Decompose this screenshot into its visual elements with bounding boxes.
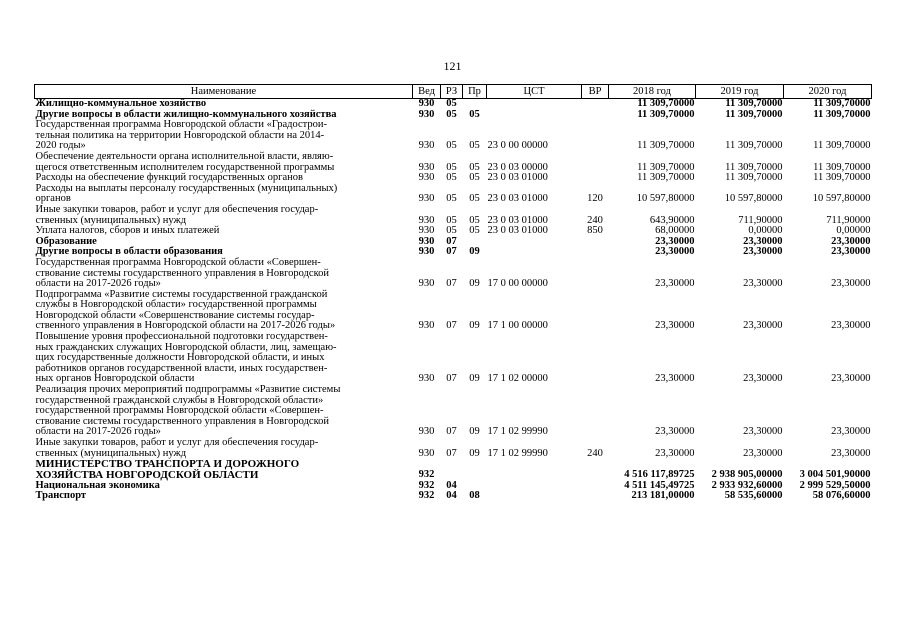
cell-ved: 932 (418, 479, 435, 491)
cell-pr (463, 99, 487, 110)
cell-2020: 23,30000 (831, 447, 871, 459)
cell-cst: 23 0 03 00000 (487, 161, 548, 173)
cell-rz: 07 (446, 320, 457, 332)
cell-pr: 09 (469, 278, 480, 290)
cell-2018: 23,30000 (655, 373, 695, 385)
cell-rz: 05 (446, 214, 457, 226)
cell-pr: 05 (469, 161, 480, 173)
cell-name-line: Иные закупки товаров, работ и услуг для обеспечения государ- (35, 203, 319, 215)
cell-ved: 930 (418, 225, 435, 237)
table-row (35, 258, 872, 290)
cell-cst: 23 0 03 01000 (487, 172, 548, 184)
cell-2020: 10 597,80000 (812, 193, 871, 205)
cell-name (35, 290, 413, 332)
cell-name-line: Другие вопросы в области образования (35, 246, 223, 258)
cell-name (35, 152, 413, 173)
cell-vr (582, 110, 609, 121)
cell-pr: 05 (469, 225, 480, 237)
cell-vr: 240 (587, 214, 603, 226)
cell-ved: 930 (418, 246, 435, 258)
cell-vr (582, 152, 609, 173)
cell-2018: 11 309,70000 (637, 140, 695, 152)
cell-ved: 930 (418, 140, 435, 152)
cell-cst: 17 1 02 99990 (487, 447, 548, 459)
cell-name-line: ствование системы государственного управления в Новгородской (35, 267, 330, 279)
cell-ved: 930 (418, 161, 435, 173)
table-row (35, 332, 872, 385)
cell-2018: 213 181,00000 (631, 490, 695, 502)
cell-name-line: Новгородской области «Совершенствование системы государ- (35, 309, 315, 321)
cell-2019: 23,30000 (743, 426, 783, 438)
cell-ved: 930 (418, 278, 435, 290)
cell-name-line: ственных (муниципальных) нужд (35, 447, 187, 459)
cell-2020: 58 076,60000 (812, 490, 871, 502)
cell-vr (582, 99, 609, 110)
page-number: 121 (443, 59, 462, 73)
table-body (35, 99, 872, 502)
cell-rz: 05 (446, 98, 457, 109)
cell-name (35, 120, 413, 152)
cell-ved: 932 (418, 469, 435, 481)
cell-vr (582, 290, 609, 332)
cell-2020: 23,30000 (831, 278, 871, 290)
cell-rz: 07 (446, 447, 457, 459)
cell-name-line: Реализация прочих мероприятий подпрограммы «Развитие системы (35, 384, 341, 396)
cell-2020: 3 004 501,90000 (799, 469, 871, 481)
cell-2019: 23,30000 (743, 447, 783, 459)
cell-name (35, 491, 413, 502)
header-ved: Вед (413, 85, 441, 99)
cell-name-line: ствование системы государственного управления в Новгородской (35, 415, 330, 427)
header-name: Наименование (35, 85, 413, 99)
cell-rz (441, 459, 463, 481)
cell-2018: 11 309,70000 (637, 161, 695, 173)
cell-name-line: щих государственные должности Новгородской области, и иных (35, 352, 325, 364)
table-row (35, 152, 872, 173)
cell-ved: 930 (418, 447, 435, 459)
cell-name-line: Государственная программа Новгородской области «Градострои- (35, 119, 328, 131)
cell-pr: 05 (469, 108, 480, 120)
cell-name-line: государственной гражданской службы в Новгородской области» (35, 394, 324, 406)
cell-name-line: Другие вопросы в области жилищно-коммунального хозяйства (35, 108, 337, 120)
cell-2020: 711,90000 (826, 214, 871, 226)
cell-rz: 04 (446, 479, 457, 491)
cell-name-line: Национальная экономика (35, 479, 160, 491)
cell-cst (487, 459, 582, 481)
cell-name-line: Транспорт (35, 490, 87, 502)
cell-rz: 07 (446, 246, 457, 258)
cell-cst: 23 0 03 01000 (487, 214, 548, 226)
cell-rz: 07 (446, 426, 457, 438)
cell-cst: 17 1 02 99990 (487, 426, 548, 438)
cell-2018: 11 309,70000 (637, 98, 695, 109)
cell-name-line: государственной программы Новгородской области «Совершен- (35, 405, 324, 417)
cell-name (35, 459, 413, 481)
cell-rz: 07 (446, 278, 457, 290)
cell-2019: 2 933 932,60000 (711, 479, 783, 491)
cell-2018: 23,30000 (655, 246, 695, 258)
cell-2018: 23,30000 (655, 235, 695, 247)
cell-pr: 09 (469, 320, 480, 332)
cell-cst: 23 0 00 00000 (487, 140, 548, 152)
cell-2018: 68,00000 (655, 225, 695, 237)
cell-pr: 09 (469, 373, 480, 385)
cell-name (35, 481, 413, 492)
table-row (35, 290, 872, 332)
table-row (35, 99, 872, 110)
cell-2019: 23,30000 (743, 246, 783, 258)
cell-2018: 23,30000 (655, 320, 695, 332)
cell-ved: 930 (418, 235, 435, 247)
cell-name (35, 258, 413, 290)
table-row (35, 491, 872, 502)
cell-2019: 11 309,70000 (725, 161, 783, 173)
cell-name-line: Иные закупки товаров, работ и услуг для обеспечения государ- (35, 437, 319, 448)
cell-cst (487, 481, 582, 492)
table-row (35, 438, 872, 459)
header-pr: Пр (463, 85, 487, 99)
cell-rz: 05 (446, 140, 457, 152)
cell-ved: 930 (418, 172, 435, 184)
cell-name-line: МИНИСТЕРСТВО ТРАНСПОРТА И ДОРОЖНОГО (35, 458, 300, 471)
header-2019: 2019 год (696, 85, 784, 99)
cell-2018: 643,90000 (649, 214, 695, 226)
cell-name-line: ных органов Новгородской области (35, 373, 195, 385)
cell-2020: 23,30000 (831, 426, 871, 438)
cell-2020: 2 999 529,50000 (799, 479, 871, 491)
cell-pr: 05 (469, 172, 480, 184)
cell-2020: 23,30000 (831, 235, 871, 247)
cell-name (35, 99, 413, 110)
table-header-row (35, 85, 872, 99)
cell-2018: 23,30000 (655, 447, 695, 459)
cell-2020: 23,30000 (831, 246, 871, 258)
cell-name-line: ных гражданских служащих Новгородской области, лиц, замещаю- (35, 341, 337, 353)
cell-name-line: области на 2017-2026 годы» (35, 278, 161, 290)
cell-rz: 05 (446, 108, 457, 120)
cell-name-line: Уплата налогов, сборов и иных платежей (35, 225, 220, 237)
cell-pr: 09 (469, 246, 480, 258)
cell-2019: 23,30000 (743, 320, 783, 332)
cell-name-line: Расходы на выплаты персоналу государственных (муниципальных) (35, 182, 338, 194)
cell-name-line: службы в Новгородской области» государственной программы (35, 299, 317, 311)
cell-2020: 11 309,70000 (813, 161, 871, 173)
cell-ved: 930 (418, 108, 435, 120)
cell-rz: 04 (446, 490, 457, 502)
cell-2018: 11 309,70000 (637, 108, 695, 120)
cell-name-line: 2020 годы» (35, 140, 86, 152)
cell-2019: 23,30000 (743, 278, 783, 290)
cell-name-line: Повышение уровня профессиональной подготовки государствен- (35, 331, 328, 343)
cell-cst: 17 0 00 00000 (487, 278, 548, 290)
header-2018: 2018 год (609, 85, 696, 99)
cell-cst (487, 110, 582, 121)
cell-2019: 23,30000 (743, 235, 783, 247)
budget-table (34, 84, 872, 502)
cell-name-line: Обеспечение деятельности органа исполнительной власти, являю- (35, 150, 334, 162)
table-row (35, 120, 872, 152)
cell-vr (582, 120, 609, 152)
cell-cst: 23 0 03 01000 (487, 225, 548, 237)
cell-pr: 05 (469, 193, 480, 205)
cell-rz: 05 (446, 161, 457, 173)
cell-rz: 05 (446, 193, 457, 205)
table-row (35, 385, 872, 438)
cell-2018: 23,30000 (655, 426, 695, 438)
cell-cst (487, 99, 582, 110)
cell-name-line: тельная политика на территории Новгородской области на 2014- (35, 129, 325, 141)
cell-pr: 08 (469, 490, 480, 502)
cell-ved: 930 (418, 426, 435, 438)
header-vr: ВР (582, 85, 609, 99)
cell-ved: 930 (418, 193, 435, 205)
cell-vr (582, 173, 609, 184)
cell-name-line: щегося ответственным исполнителем государственной программы (35, 161, 335, 173)
cell-2020: 11 309,70000 (813, 98, 871, 109)
cell-cst (487, 491, 582, 502)
cell-2019: 11 309,70000 (725, 140, 783, 152)
header-2020: 2020 год (784, 85, 872, 99)
cell-rz: 05 (446, 225, 457, 237)
cell-name (35, 332, 413, 385)
cell-2018: 10 597,80000 (636, 193, 695, 205)
cell-name-line: Образование (35, 235, 97, 247)
cell-2020: 23,30000 (831, 320, 871, 332)
cell-name-line: Расходы на обеспечение функций государственных органов (35, 172, 303, 184)
cell-vr (582, 481, 609, 492)
cell-pr: 05 (469, 140, 480, 152)
cell-ved: 930 (418, 98, 435, 109)
cell-2019: 10 597,80000 (724, 193, 783, 205)
cell-vr: 240 (587, 447, 603, 459)
cell-vr (582, 385, 609, 438)
cell-rz: 05 (446, 172, 457, 184)
cell-2020: 0,00000 (836, 225, 871, 237)
cell-2018: 4 511 145,49725 (624, 479, 695, 491)
cell-pr (463, 459, 487, 481)
cell-name (35, 184, 413, 205)
cell-pr: 09 (469, 426, 480, 438)
cell-cst: 23 0 03 01000 (487, 193, 548, 205)
cell-name (35, 438, 413, 459)
cell-ved: 930 (418, 373, 435, 385)
cell-ved: 930 (418, 320, 435, 332)
cell-name-line: работников органов государственной власти, иных государствен- (35, 362, 328, 374)
cell-vr (582, 237, 609, 248)
cell-name-line: ХОЗЯЙСТВА НОВГОРОДСКОЙ ОБЛАСТИ (35, 468, 259, 481)
cell-2019: 58 535,60000 (724, 490, 783, 502)
cell-cst: 17 1 00 00000 (487, 320, 548, 332)
cell-vr: 850 (587, 225, 603, 237)
cell-name-line: ственных (муниципальных) нужд (35, 214, 187, 226)
cell-2020: 11 309,70000 (813, 172, 871, 184)
cell-2018: 11 309,70000 (637, 172, 695, 184)
cell-2020: 23,30000 (831, 373, 871, 385)
cell-name-line: Подпрограмма «Развитие системы государственной гражданской (35, 288, 328, 300)
cell-name-line: Государственная программа Новгородской области «Совершен- (35, 256, 321, 268)
cell-rz: 07 (446, 235, 457, 247)
cell-ved: 932 (418, 490, 435, 502)
cell-2019: 2 938 905,00000 (711, 469, 783, 481)
cell-name-line: области на 2017-2026 годы» (35, 426, 161, 438)
cell-2019: 23,30000 (743, 373, 783, 385)
cell-pr: 05 (469, 214, 480, 226)
cell-vr (582, 491, 609, 502)
header-rz: РЗ (441, 85, 463, 99)
header-cst: ЦСТ (487, 85, 582, 99)
cell-cst: 17 1 02 00000 (487, 373, 548, 385)
cell-2019: 11 309,70000 (725, 172, 783, 184)
cell-name-line: Жилищно-коммунальное хозяйство (35, 98, 207, 109)
cell-2018: 4 516 117,89725 (624, 469, 695, 481)
cell-2019: 0,00000 (748, 225, 783, 237)
cell-2018: 23,30000 (655, 278, 695, 290)
cell-2019: 11 309,70000 (725, 108, 783, 120)
cell-2020: 11 309,70000 (813, 108, 871, 120)
table-row (35, 459, 872, 481)
cell-vr (582, 258, 609, 290)
cell-vr (582, 247, 609, 258)
cell-rz: 07 (446, 373, 457, 385)
cell-pr: 09 (469, 447, 480, 459)
cell-vr: 120 (587, 193, 603, 205)
cell-name-line: органов (35, 193, 71, 205)
cell-vr (582, 459, 609, 481)
table-row (35, 205, 872, 226)
cell-name (35, 205, 413, 226)
cell-ved: 930 (418, 214, 435, 226)
cell-name-line: ственного управления в Новгородской области на 2017-2026 годы» (35, 320, 336, 332)
cell-2019: 711,90000 (738, 214, 783, 226)
cell-vr (582, 332, 609, 385)
cell-name (35, 385, 413, 438)
table-row (35, 184, 872, 205)
cell-2019: 11 309,70000 (725, 98, 783, 109)
cell-cst (487, 237, 582, 248)
cell-cst (487, 247, 582, 258)
cell-2020: 11 309,70000 (813, 140, 871, 152)
